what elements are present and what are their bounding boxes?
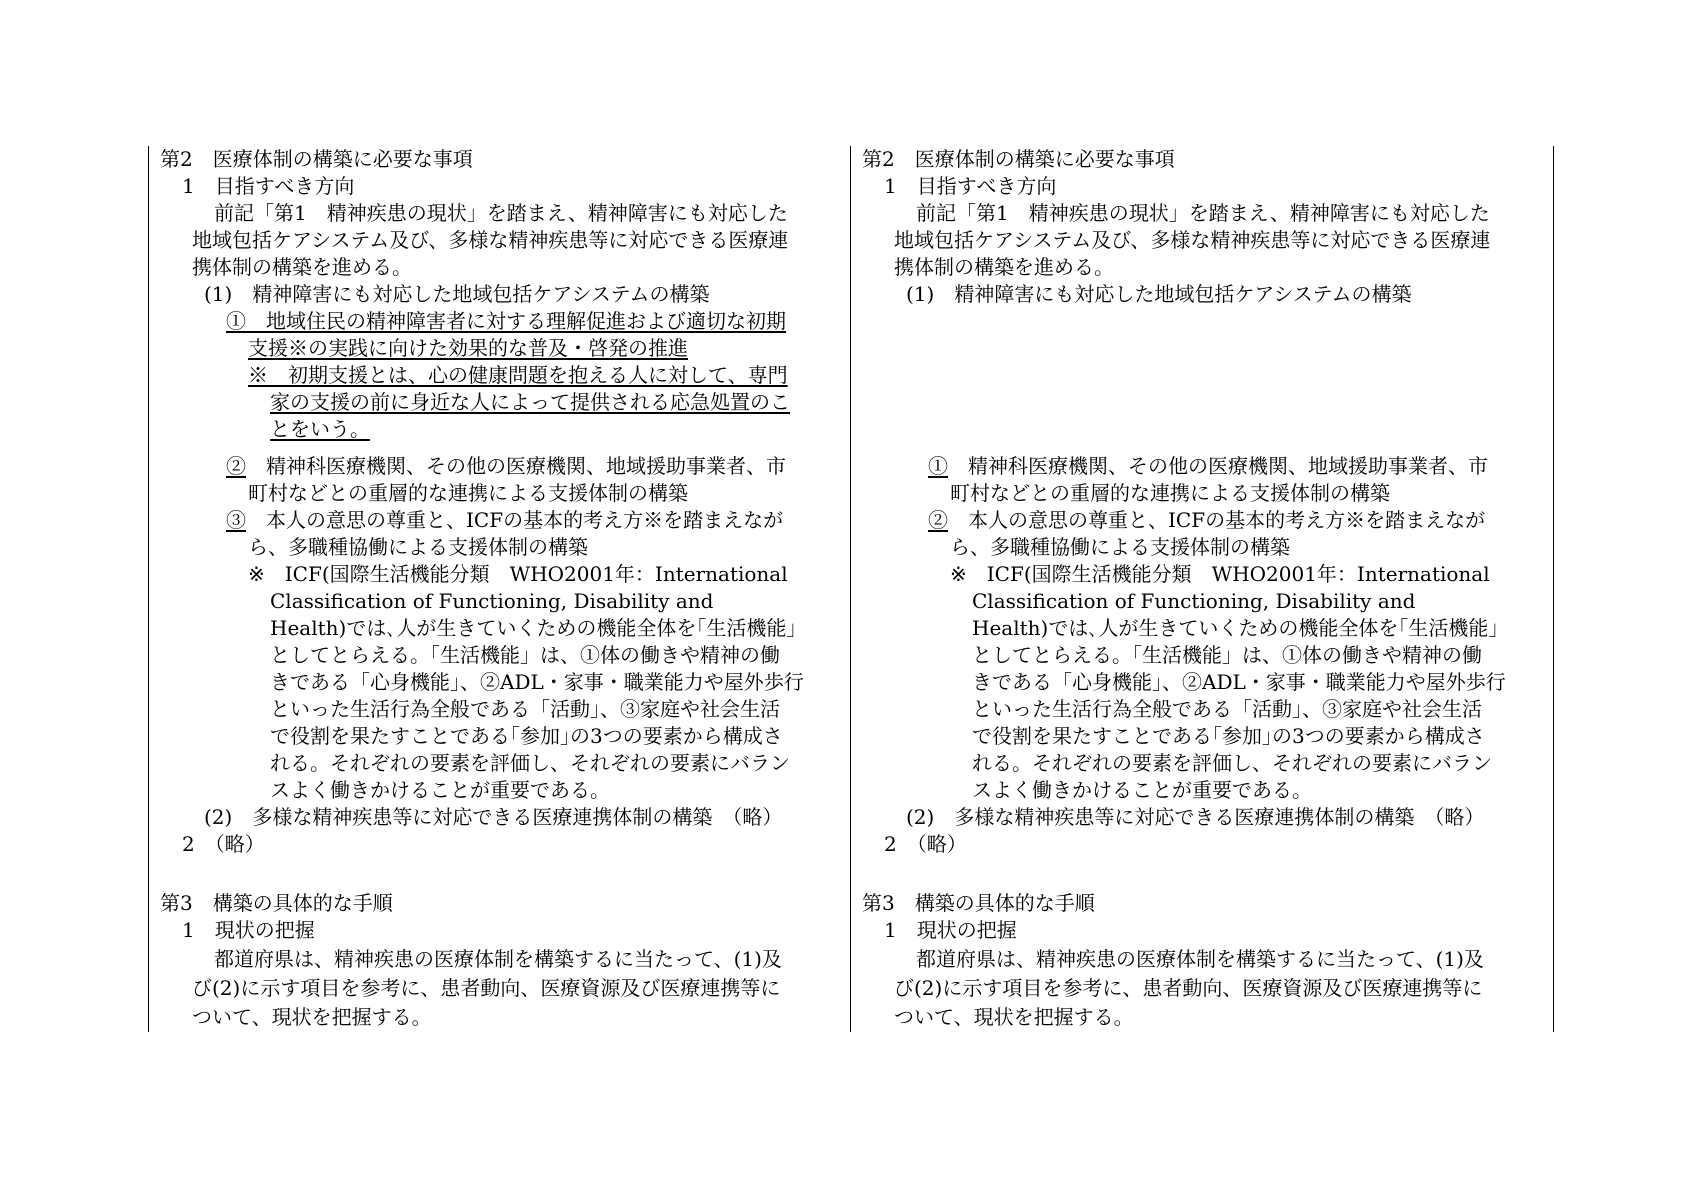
- text-line: (2) 多様な精神疾患等に対応できる医療連携体制の構築 （略）: [204, 805, 783, 829]
- text-line: ③ 本人の意思の尊重と、ICFの基本的考え方※を踏まえなが: [226, 508, 784, 532]
- text-line: 家の支援の前に身近な人によって提供される応急処置のこ: [270, 390, 790, 414]
- text-line: 町村などとの重層的な連携による支援体制の構築: [248, 481, 688, 505]
- right-border-line: [1553, 146, 1554, 1032]
- text-line: び(2)に示す項目を参考に、患者動向、医療資源及び医療連携等に: [894, 976, 1483, 1000]
- text-line: 地域包括ケアシステム及び、多様な精神疾患等に対応できる医療連: [894, 228, 1491, 252]
- text-line: Classification of Functioning, Disability and: [972, 589, 1416, 613]
- text-line: としてとらえる。「生活機能」は、①体の働きや精神の働: [270, 643, 780, 667]
- text-line: (1) 精神障害にも対応した地域包括ケアシステムの構築: [204, 282, 710, 306]
- text-line: 1 現状の把握: [182, 918, 315, 942]
- text-line: ら、多職種協働による支援体制の構築: [950, 535, 1290, 559]
- text-line: きである「心身機能」、②ADL・家事・職業能力や屋外歩行: [270, 670, 804, 694]
- text-line: 前記「第1 精神疾患の現状」を踏まえ、精神障害にも対応した: [916, 201, 1490, 225]
- text-line: ※ 初期支援とは、心の健康問題を抱える人に対して、専門: [248, 363, 788, 387]
- text-line: (2) 多様な精神疾患等に対応できる医療連携体制の構築 （略）: [906, 805, 1485, 829]
- text-line: Health)では､人が生きていくための機能全体を｢生活機能｣: [270, 616, 797, 640]
- text-line: (1) 精神障害にも対応した地域包括ケアシステムの構築: [906, 282, 1412, 306]
- text-line: 第2 医療体制の構築に必要な事項: [160, 147, 473, 171]
- text-line: ら、多職種協働による支援体制の構築: [248, 535, 588, 559]
- text-line: 携体制の構築を進める。: [192, 255, 412, 279]
- text-line: スよく働きかけることが重要である。: [270, 778, 610, 802]
- text-line: 第3 構築の具体的な手順: [862, 891, 1095, 915]
- left-border-line: [148, 146, 149, 1032]
- text-line: 都道府県は、精神疾患の医療体制を構築するに当たって、(1)及: [214, 947, 782, 971]
- text-line: れる。それぞれの要素を評価し、それぞれの要素にバラン: [972, 751, 1492, 775]
- text-line: 1 現状の把握: [884, 918, 1017, 942]
- text-line: ① 地域住民の精神障害者に対する理解促進および適切な初期: [226, 309, 786, 333]
- text-line: 支援※の実践に向けた効果的な普及・啓発の推進: [248, 336, 688, 360]
- text-line: Classification of Functioning, Disability and: [270, 589, 714, 613]
- text-line: ※ ICF(国際生活機能分類 WHO2001年：International: [248, 562, 788, 586]
- text-line: ※ ICF(国際生活機能分類 WHO2001年：International: [950, 562, 1490, 586]
- text-line: で役割を果たすことである｢参加｣の3つの要素から構成さ: [270, 724, 783, 748]
- text-line: 1 目指すべき方向: [884, 174, 1057, 198]
- text-line: 2 （略）: [884, 832, 967, 856]
- text-line: としてとらえる。「生活機能」は、①体の働きや精神の働: [972, 643, 1482, 667]
- text-line: で役割を果たすことである｢参加｣の3つの要素から構成さ: [972, 724, 1485, 748]
- text-line: 1 目指すべき方向: [182, 174, 355, 198]
- text-line: といった生活行為全般である「活動」、③家庭や社会生活: [270, 697, 780, 721]
- text-line: び(2)に示す項目を参考に、患者動向、医療資源及び医療連携等に: [192, 976, 781, 1000]
- text-line: 町村などとの重層的な連携による支援体制の構築: [950, 481, 1390, 505]
- center-divider-line: [850, 146, 851, 1032]
- text-line: 都道府県は、精神疾患の医療体制を構築するに当たって、(1)及: [916, 947, 1484, 971]
- text-line: 2 （略）: [182, 832, 265, 856]
- text-line: ② 精神科医療機関、その他の医療機関、地域援助事業者、市: [226, 454, 786, 478]
- text-line: れる。それぞれの要素を評価し、それぞれの要素にバラン: [270, 751, 790, 775]
- text-line: 地域包括ケアシステム及び、多様な精神疾患等に対応できる医療連: [192, 228, 789, 252]
- text-line: スよく働きかけることが重要である。: [972, 778, 1312, 802]
- text-line: ついて、現状を把握する。: [192, 1005, 432, 1029]
- text-line: Health)では､人が生きていくための機能全体を｢生活機能｣: [972, 616, 1499, 640]
- text-line: ① 精神科医療機関、その他の医療機関、地域援助事業者、市: [928, 454, 1488, 478]
- text-line: 前記「第1 精神疾患の現状」を踏まえ、精神障害にも対応した: [214, 201, 788, 225]
- text-line: 第3 構築の具体的な手順: [160, 891, 393, 915]
- text-line: 携体制の構築を進める。: [894, 255, 1114, 279]
- text-line: とをいう。: [270, 417, 370, 441]
- text-line: きである「心身機能」、②ADL・家事・職業能力や屋外歩行: [972, 670, 1506, 694]
- text-line: ② 本人の意思の尊重と、ICFの基本的考え方※を踏まえなが: [928, 508, 1486, 532]
- text-line: 第2 医療体制の構築に必要な事項: [862, 147, 1175, 171]
- text-line: といった生活行為全般である「活動」、③家庭や社会生活: [972, 697, 1482, 721]
- text-line: ついて、現状を把握する。: [894, 1005, 1134, 1029]
